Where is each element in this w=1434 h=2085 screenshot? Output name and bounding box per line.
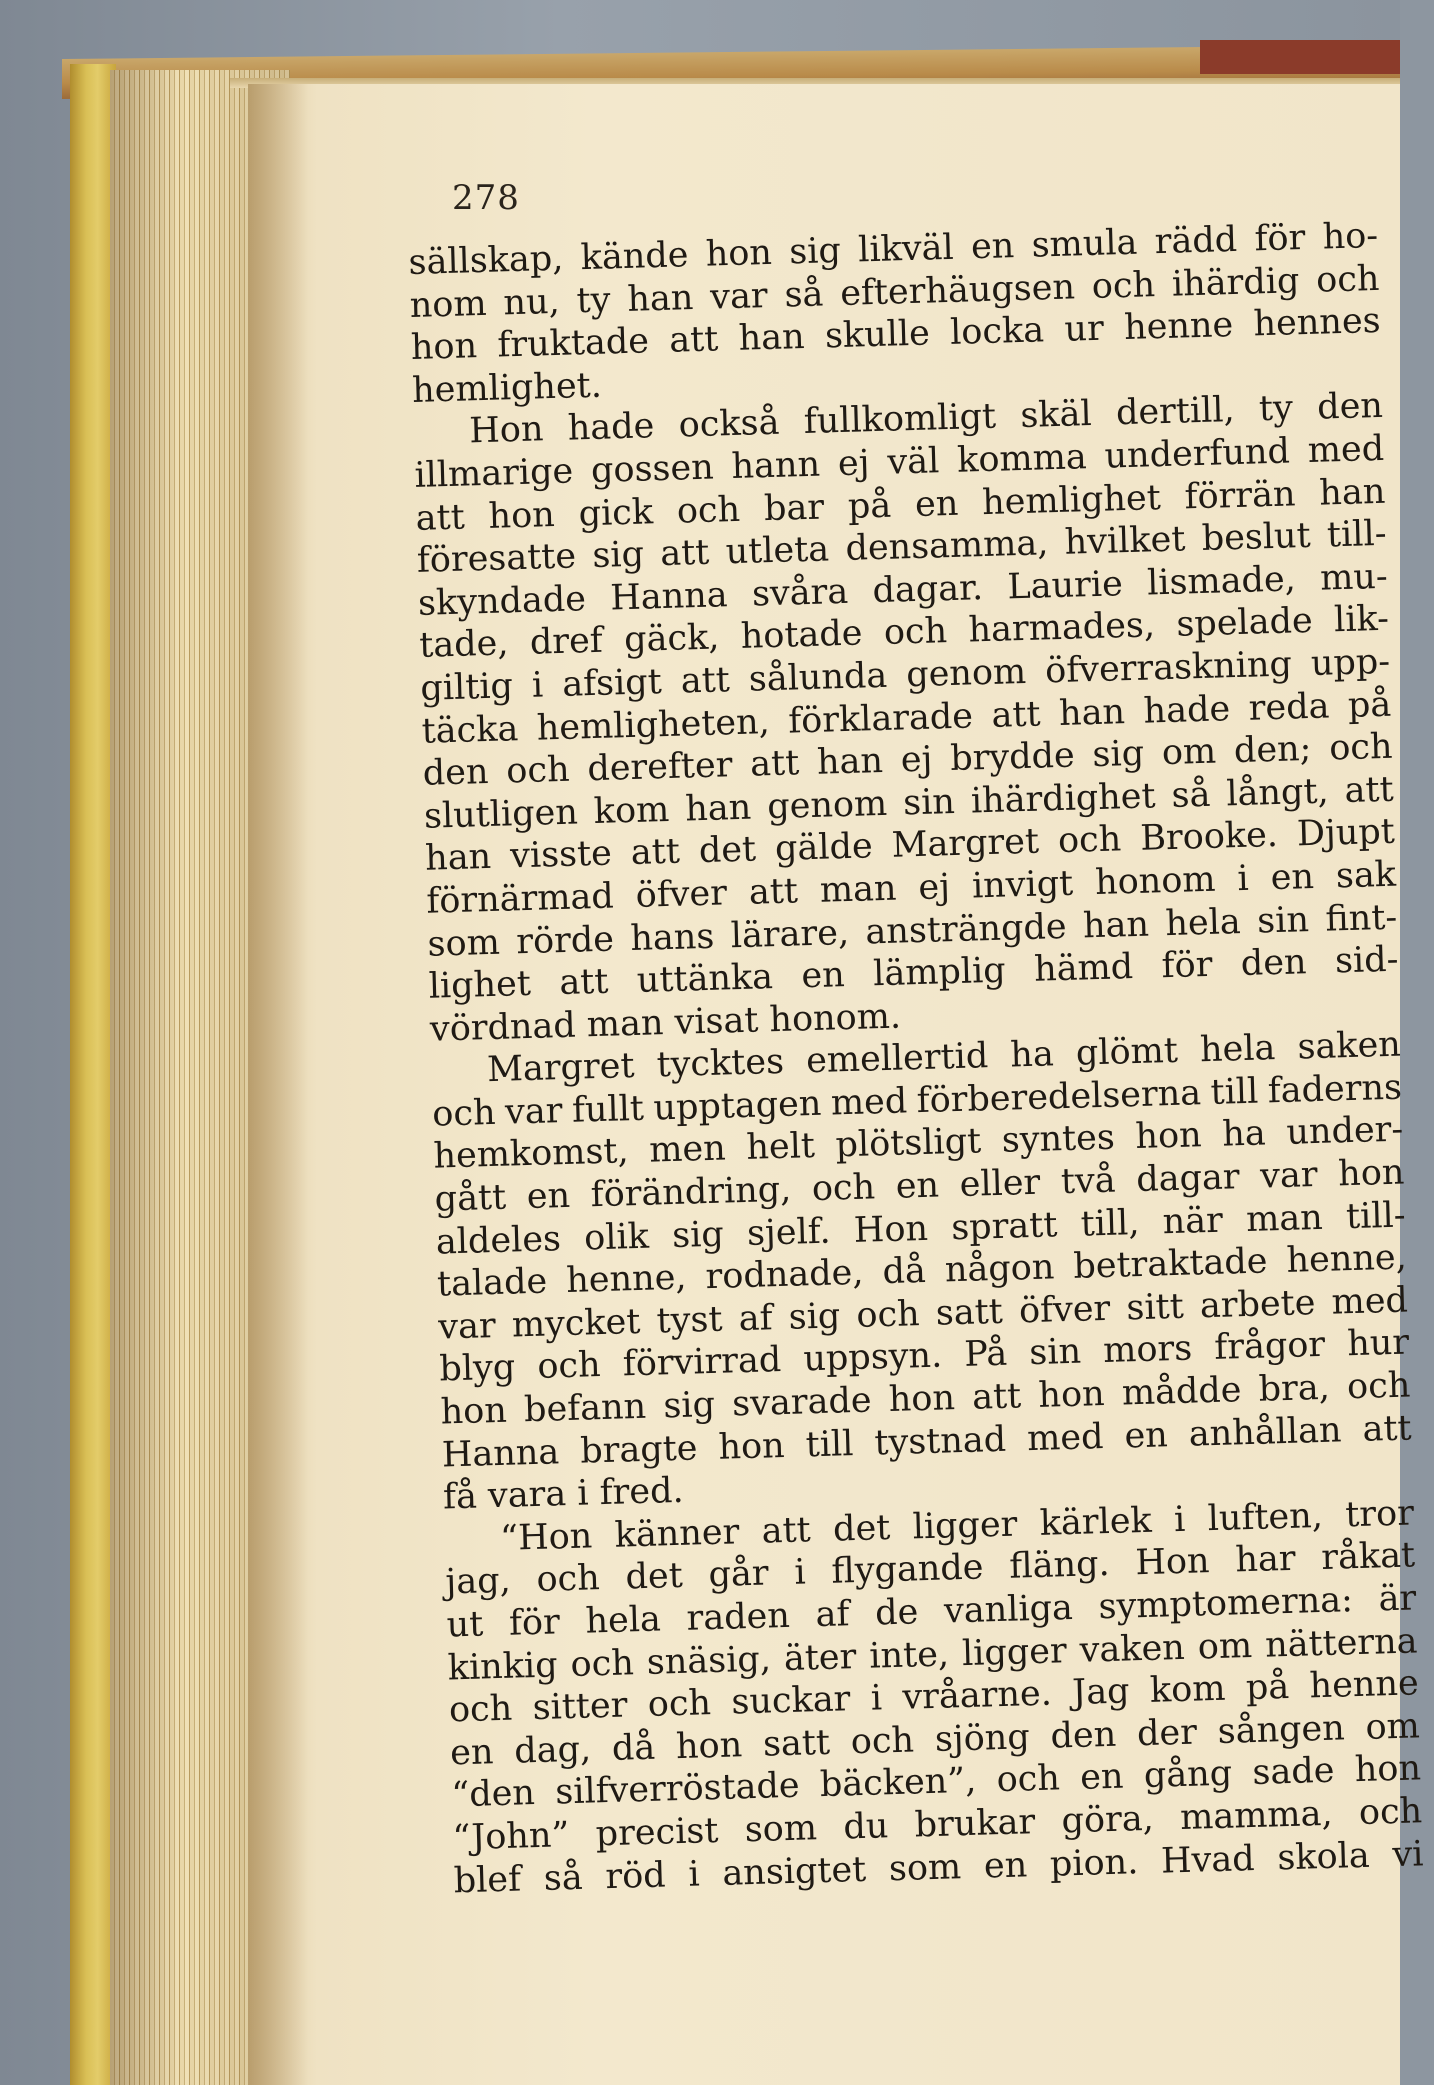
text-line: aldeles olik sig sjelf. Hon spratt till, när man till- [435,1195,1407,1263]
text-line: sällskap, kände hon sig likväl en smula rädd för ho- [408,215,1379,283]
text-line: ut för hela raden af de vanliga symptomerna: är [446,1578,1417,1646]
text-line: och var fullt upptagen med förberedelserna till faderns [431,1067,1403,1135]
text-line: nom nu, ty han var så efterhäugsen och ihärdig och [409,258,1380,326]
book-cover-corner [1200,40,1400,74]
text-line: hon befann sig svarade hon att hon mådde bra, och [440,1365,1411,1433]
page-gutter-shadow [248,84,308,2085]
text-line: blef så röd i ansigtet som en pion. Hvad skola vi [453,1833,1424,1901]
text-line: och sitter och suckar i vråarne. Jag kom på henne [448,1663,1420,1731]
text-line: talade henne, rodnade, då någon betraktade henne, [436,1237,1408,1305]
body-text [408,215,1434,1903]
text-line: var mycket tyst af sig och satt öfver sitt arbete med [437,1280,1409,1348]
text-line: en dag, då hon satt och sjöng den der sången om [449,1706,1421,1774]
text-line: kinkig och snäsig, äter inte, ligger vaken om nätterna [447,1620,1419,1689]
text-line: tade, dref gäck, hotade och harmades, spelade lik- [418,599,1390,667]
text-line: “John” precist som du brukar göra, mamma, och [452,1791,1423,1859]
text-line: illmarige gossen hann ej väl komma underfund med [413,428,1385,496]
text-line: Hon hade också fullkomligt skäl dertill, ty den [468,386,1384,452]
text-line: som rörde hans lärare, ansträngde han hela sin fint- [427,897,1398,965]
text-line: “Hon känner att det ligger kärlek i luften, tror [499,1493,1415,1559]
text-line: giltig i afsigt att sålunda genom öfverraskning upp- [419,641,1391,709]
text-line: hon fruktade att han skulle locka ur henne hennes [410,301,1382,369]
text-line: den och derefter att han ej brydde sig om den; och [422,726,1394,794]
text-line: hemkomst, men helt plötsligt syntes hon ha under- [433,1110,1404,1178]
text-line: blyg och förvirrad uppsyn. På sin mors frågor hur [438,1322,1410,1390]
text-line: förnärmad öfver att man ej invigt honom i en sak [425,854,1397,922]
text-line: “den silfverröstade bäcken”, och en gång sade hon [450,1748,1422,1816]
text-line: lighet att uttänka en lämplig hämd för den sid- [428,939,1399,1007]
text-line: att hon gick och bar på en hemlighet förrän han [415,471,1386,539]
text-line: han visste att det gälde Margret och Brooke. Djupt [424,811,1396,880]
text-line: hemlighet. [411,365,603,411]
text-line: gått en förändring, och en eller två dagar var hon [434,1152,1405,1220]
text-line: vördnad man visat honom. [429,996,902,1050]
text-line: Margret tycktes emellertid ha glömt hela saken [486,1024,1402,1091]
text-line: täcka hemligheten, förklarade att han hade reda på [421,684,1392,752]
text-line: Hanna bragte hon till tystnad med en anhållan att [441,1408,1413,1476]
page-number: 278 [452,178,520,218]
text-line: föresatte sig att utleta densamma, hvilket beslut till- [416,513,1388,582]
text-line: få vara i fred. [442,1471,685,1518]
text-line: jag, och det går i flygande fläng. Hon har råkat [444,1535,1416,1603]
text-line: slutligen kom han genom sin ihärdighet så långt, att [423,769,1395,837]
text-line: skyndade Hanna svåra dagar. Laurie lismade, mu- [417,556,1389,624]
